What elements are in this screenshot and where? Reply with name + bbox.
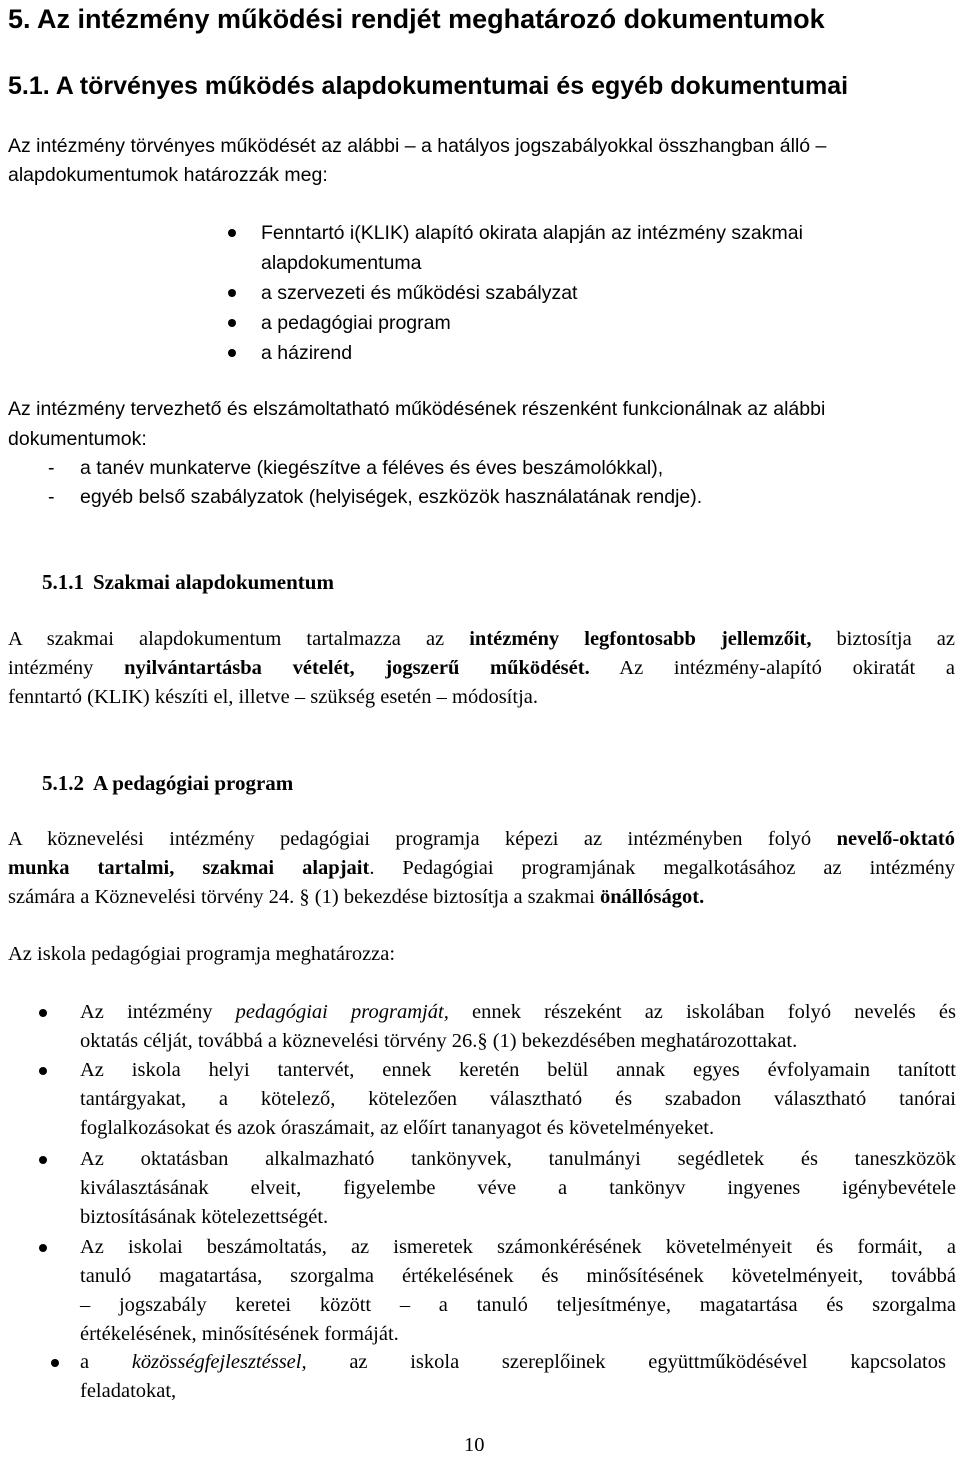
list-item: Az intézmény pedagógiai programját, ennek részeként az iskolában folyó nevelés és bbox=[80, 1001, 956, 1023]
list-item-continuation: tanuló magatartása, szorgalma értékelésének és minősítésének követelményeit, továbbá bbox=[80, 1265, 956, 1287]
heading-section-5: 5. Az intézmény működési rendjét meghatározó dokumentumok bbox=[8, 4, 825, 34]
list-item: a szervezeti és működési szabályzat bbox=[261, 282, 578, 304]
list-item-continuation: foglalkozásokat és azok óraszámait, az előírt tananyagot és követelményeket. bbox=[80, 1117, 715, 1139]
list-item: Az oktatásban alkalmazható tankönyvek, tanulmányi segédletek és taneszközök bbox=[80, 1148, 956, 1170]
bullet-icon bbox=[51, 1359, 59, 1367]
list-item-continuation: – jogszabály keretei között – a tanuló teljesítménye, magatartása és szorgalma bbox=[80, 1294, 956, 1316]
dash-marker: - bbox=[48, 486, 55, 508]
bullet-icon bbox=[39, 1067, 47, 1075]
list-item-continuation: alapdokumentuma bbox=[261, 252, 422, 274]
bullet-icon bbox=[228, 349, 236, 357]
other-docs-line-1: Az intézmény tervezhető és elszámoltatható működésének részenként funkcionálnak az alábbi bbox=[8, 398, 826, 420]
intro-line-1: Az intézmény törvényes működését az alábbi – a hatályos jogszabályokkal összhangban álló – bbox=[8, 135, 827, 157]
subsection-number: 5.1.2 bbox=[42, 771, 84, 795]
page-number: 10 bbox=[464, 1434, 485, 1456]
list-item-continuation: feladatokat, bbox=[80, 1380, 177, 1402]
list-item: a házirend bbox=[261, 342, 353, 364]
list-item: Fenntartó i(KLIK) alapító okirata alapján az intézmény szakmai bbox=[261, 222, 803, 244]
intro-line-2: alapdokumentumok határozzák meg: bbox=[8, 164, 328, 186]
paragraph-line: A köznevelési intézmény pedagógiai programja képezi az intézményben folyó nevelő-oktató bbox=[8, 828, 955, 850]
list-item-continuation: kiválasztásának elveit, figyelembe véve a tankönyv ingyenes igénybevétele bbox=[80, 1177, 956, 1199]
bullet-icon bbox=[39, 1009, 47, 1017]
dash-marker: - bbox=[48, 457, 55, 479]
bullet-icon bbox=[228, 229, 236, 237]
list-item-continuation: értékelésének, minősítésének formáját. bbox=[80, 1323, 399, 1345]
heading-section-5-1: 5.1. A törvényes működés alapdokumentumai és egyéb dokumentumai bbox=[8, 72, 849, 100]
subsection-title: Szakmai alapdokumentum bbox=[93, 570, 334, 594]
list-item: Az iskola helyi tantervét, ennek keretén belül annak egyes évfolyamain tanított bbox=[80, 1059, 956, 1081]
list-item-continuation: oktatás célját, továbbá a köznevelési törvény 26.§ (1) bekezdésében meghatározottakat. bbox=[80, 1030, 798, 1052]
subsection-title: A pedagógiai program bbox=[93, 771, 294, 795]
list-item: egyéb belső szabályzatok (helyiségek, eszközök használatának rendje). bbox=[80, 486, 703, 508]
list-item: a közösségfejlesztéssel, az iskola szereplőinek együttműködésével kapcsolatos bbox=[80, 1351, 946, 1373]
paragraph-line: A szakmai alapdokumentum tartalmazza az intézmény legfontosabb jellemzőit, biztosítja az bbox=[8, 628, 955, 650]
other-docs-line-2: dokumentumok: bbox=[8, 428, 147, 450]
list-item: Az iskolai beszámoltatás, az ismeretek számonkérésének követelményeit és formáit, a bbox=[80, 1236, 956, 1258]
bullet-icon bbox=[39, 1244, 47, 1252]
list-item-continuation: biztosításának kötelezettségét. bbox=[80, 1206, 329, 1228]
list-item-continuation: tantárgyakat, a kötelező, kötelezően választható és szabadon választható tanórai bbox=[80, 1088, 956, 1110]
list-item: a tanév munkaterve (kiegészítve a féléves és éves beszámolókkal), bbox=[80, 457, 664, 479]
program-intro: Az iskola pedagógiai programja meghatározza: bbox=[8, 943, 396, 965]
paragraph-line: fenntartó (KLIK) készíti el, illetve – szükség esetén – módosítja. bbox=[8, 686, 538, 708]
paragraph-line: intézmény nyilvántartásba vételét, jogszerű működését. Az intézmény-alapító okiratát a bbox=[8, 657, 955, 679]
paragraph-line: munka tartalmi, szakmai alapjait. Pedagógiai programjának megalkotásához az intézmény bbox=[8, 857, 955, 879]
bullet-icon bbox=[228, 289, 236, 297]
list-item: a pedagógiai program bbox=[261, 312, 451, 334]
subsection-number: 5.1.1 bbox=[42, 570, 84, 594]
bullet-icon bbox=[228, 319, 236, 327]
paragraph-line: számára a Köznevelési törvény 24. § (1) bekezdése biztosítja a szakmai önállóságot. bbox=[8, 886, 705, 908]
bullet-icon bbox=[39, 1156, 47, 1164]
